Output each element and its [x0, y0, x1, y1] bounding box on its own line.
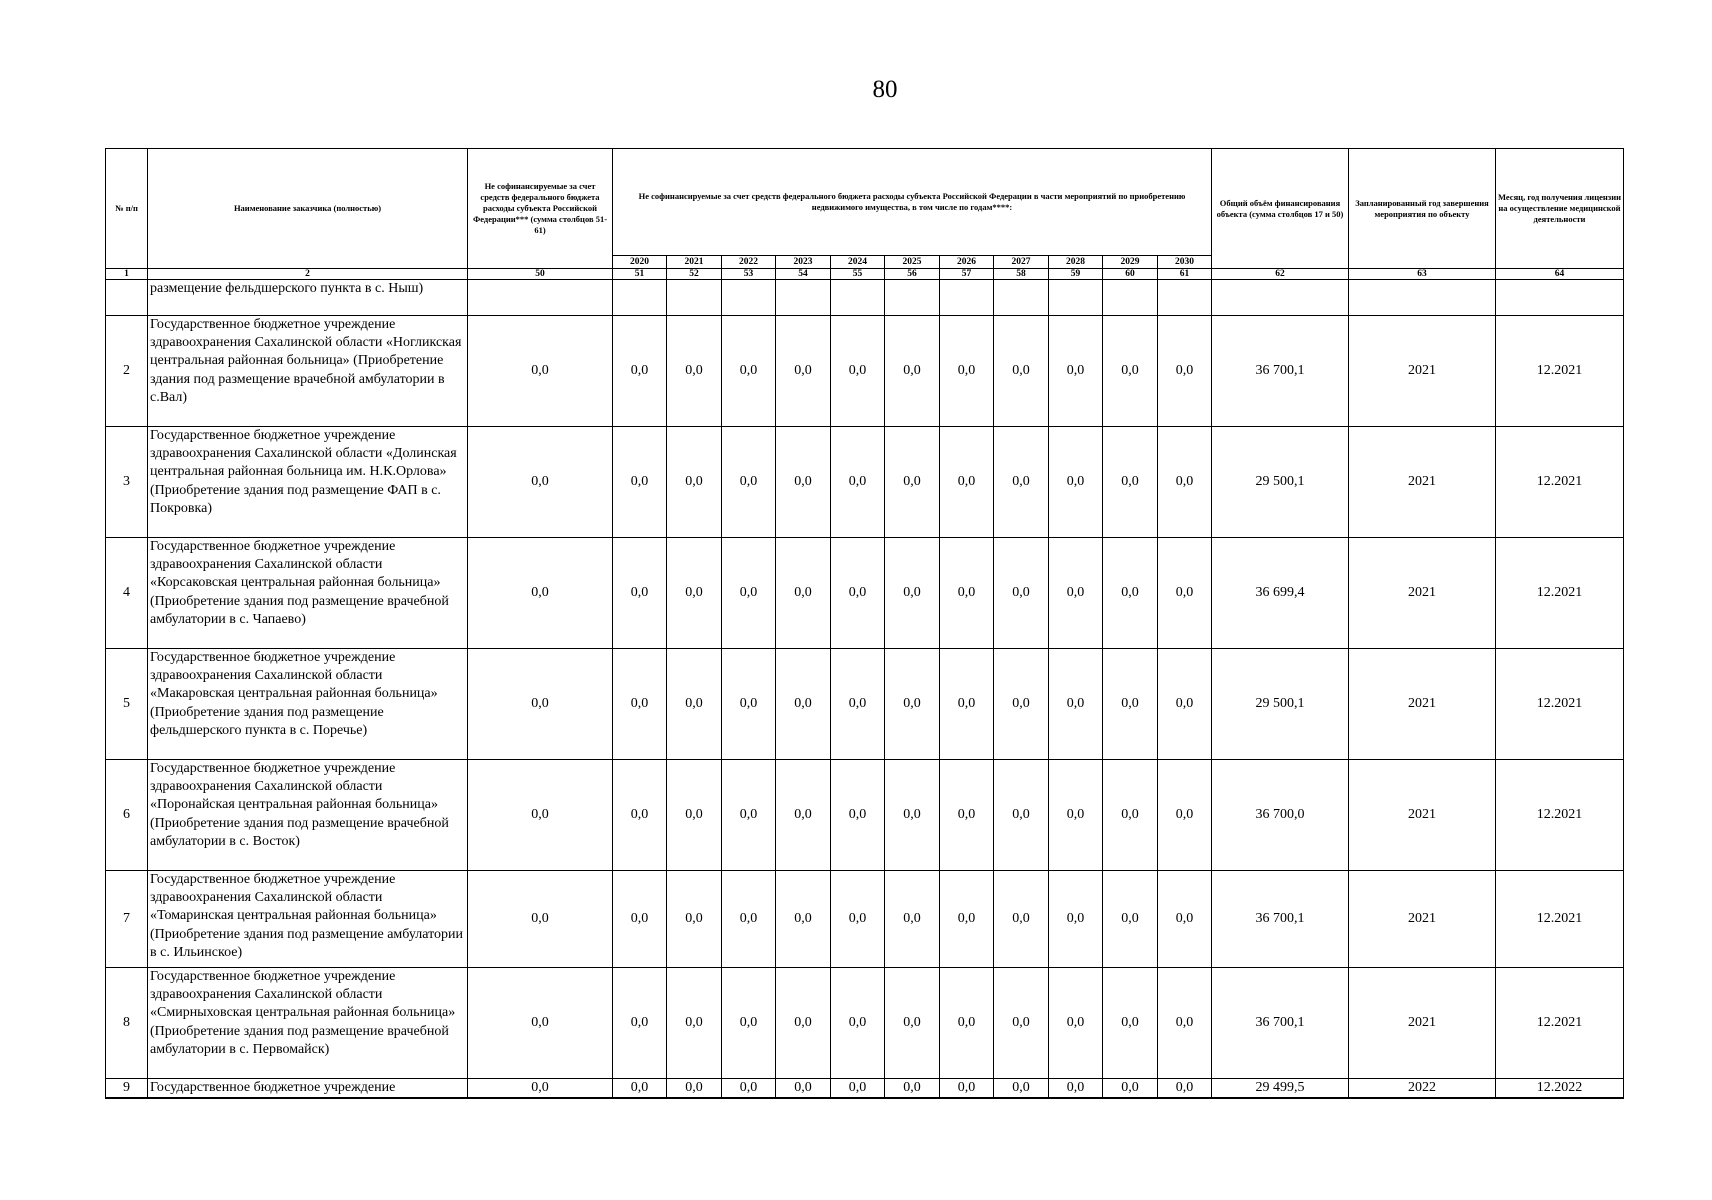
- year-value: 0,0: [885, 968, 940, 1079]
- year-value: 0,0: [722, 316, 776, 427]
- table-row: [106, 280, 1624, 316]
- year-value: 0,0: [1158, 538, 1212, 649]
- column-number: 63: [1349, 269, 1496, 280]
- year-value: 0,0: [1103, 538, 1158, 649]
- year-value: 0,0: [885, 760, 940, 871]
- year-value: 0,0: [1049, 316, 1103, 427]
- year-header: 2024: [831, 256, 885, 269]
- header-col-50: Не софинансируемые за счет средств федерального бюджета расходы субъекта Российской Федерации*** (сумма столбцов 51-61): [468, 149, 613, 269]
- customer-name: размещение фельдшерского пункта в с. Ныш): [148, 280, 468, 316]
- row-number: 3: [106, 427, 148, 538]
- sum-col-50: 0,0: [468, 316, 613, 427]
- year-value: [667, 280, 722, 316]
- planned-year: 2021: [1349, 538, 1496, 649]
- column-number: 1: [106, 269, 148, 280]
- year-value: 0,0: [994, 871, 1049, 968]
- column-number: 2: [148, 269, 468, 280]
- year-value: 0,0: [776, 649, 831, 760]
- total-financing: [1212, 280, 1349, 316]
- year-header: 2026: [940, 256, 994, 269]
- year-value: 0,0: [885, 649, 940, 760]
- sum-col-50: 0,0: [468, 427, 613, 538]
- total-financing: 36 700,0: [1212, 760, 1349, 871]
- year-value: 0,0: [940, 1079, 994, 1099]
- row-number: 8: [106, 968, 148, 1079]
- row-number: 4: [106, 538, 148, 649]
- year-value: 0,0: [722, 538, 776, 649]
- license-date: 12.2022: [1496, 1079, 1624, 1099]
- year-value: 0,0: [776, 427, 831, 538]
- row-number: 7: [106, 871, 148, 968]
- year-value: 0,0: [994, 316, 1049, 427]
- year-value: 0,0: [885, 538, 940, 649]
- year-value: 0,0: [994, 427, 1049, 538]
- year-value: 0,0: [885, 316, 940, 427]
- year-value: 0,0: [613, 760, 667, 871]
- header-customer-name: Наименование заказчика (полностью): [148, 149, 468, 269]
- planned-year: 2021: [1349, 871, 1496, 968]
- customer-name: Государственное бюджетное учреждение здравоохранения Сахалинской области «Ногликская центральная районная больница» (Приобретение здания под размещение врачебной амбулатории в с.Вал): [148, 316, 468, 427]
- year-header: 2025: [885, 256, 940, 269]
- page-number: 80: [872, 76, 898, 103]
- year-value: [1049, 280, 1103, 316]
- year-value: 0,0: [940, 968, 994, 1079]
- sum-col-50: 0,0: [468, 968, 613, 1079]
- column-number: 59: [1049, 269, 1103, 280]
- total-financing: 29 499,5: [1212, 1079, 1349, 1099]
- year-value: 0,0: [1049, 760, 1103, 871]
- table-row: [106, 538, 1624, 649]
- license-date: 12.2021: [1496, 871, 1624, 968]
- table-body: [106, 280, 1624, 1099]
- license-date: 12.2021: [1496, 760, 1624, 871]
- year-header: 2020: [613, 256, 667, 269]
- year-value: [885, 280, 940, 316]
- sum-col-50: 0,0: [468, 1079, 613, 1099]
- table-row: [106, 316, 1624, 427]
- year-value: 0,0: [940, 427, 994, 538]
- column-number: 50: [468, 269, 613, 280]
- customer-name: Государственное бюджетное учреждение здравоохранения Сахалинской области «Макаровская центральная районная больница» (Приобретение здания под размещение фельдшерского пункта в с. Поречье): [148, 649, 468, 760]
- sum-col-50: 0,0: [468, 871, 613, 968]
- year-value: 0,0: [613, 1079, 667, 1099]
- year-value: 0,0: [994, 1079, 1049, 1099]
- year-value: 0,0: [667, 649, 722, 760]
- year-value: 0,0: [831, 427, 885, 538]
- total-financing: 36 700,1: [1212, 968, 1349, 1079]
- license-date: 12.2021: [1496, 316, 1624, 427]
- sum-col-50: 0,0: [468, 760, 613, 871]
- column-number: 62: [1212, 269, 1349, 280]
- year-value: 0,0: [994, 649, 1049, 760]
- year-value: 0,0: [1158, 760, 1212, 871]
- year-value: 0,0: [831, 538, 885, 649]
- year-value: 0,0: [994, 760, 1049, 871]
- column-number: 64: [1496, 269, 1624, 280]
- sum-col-50: [468, 280, 613, 316]
- column-number: 61: [1158, 269, 1212, 280]
- year-value: 0,0: [722, 649, 776, 760]
- year-value: 0,0: [1049, 1079, 1103, 1099]
- column-number: 51: [613, 269, 667, 280]
- year-value: 0,0: [1158, 427, 1212, 538]
- license-date: 12.2021: [1496, 427, 1624, 538]
- year-value: 0,0: [940, 316, 994, 427]
- year-value: 0,0: [1158, 871, 1212, 968]
- year-value: 0,0: [1158, 649, 1212, 760]
- year-value: 0,0: [613, 427, 667, 538]
- customer-name: Государственное бюджетное учреждение здравоохранения Сахалинской области «Смирныховская центральная районная больница» (Приобретение здания под размещение врачебной амбулатории в с. Первомайск): [148, 968, 468, 1079]
- year-header: 2029: [1103, 256, 1158, 269]
- customer-name: Государственное бюджетное учреждение здравоохранения Сахалинской области «Поронайская центральная районная больница» (Приобретение здания под размещение врачебной амбулатории в с. Восток): [148, 760, 468, 871]
- sum-col-50: 0,0: [468, 649, 613, 760]
- year-value: 0,0: [831, 316, 885, 427]
- year-value: 0,0: [885, 1079, 940, 1099]
- year-value: 0,0: [1103, 1079, 1158, 1099]
- license-date: [1496, 280, 1624, 316]
- year-header: 2023: [776, 256, 831, 269]
- year-value: 0,0: [994, 538, 1049, 649]
- year-value: 0,0: [1049, 427, 1103, 538]
- year-value: [776, 280, 831, 316]
- total-financing: 29 500,1: [1212, 427, 1349, 538]
- planned-year: 2021: [1349, 649, 1496, 760]
- year-value: 0,0: [722, 1079, 776, 1099]
- table-row: [106, 427, 1624, 538]
- year-value: 0,0: [722, 871, 776, 968]
- table-row: [106, 649, 1624, 760]
- year-value: 0,0: [613, 538, 667, 649]
- header-year-group: Не софинансируемые за счет средств федерального бюджета расходы субъекта Российской Федерации в части мероприятий по приобретению недвижимого имущества, в том числе по годам****:: [613, 149, 1212, 256]
- header-license-date: Месяц, год получения лицензии на осуществление медицинской деятельности: [1496, 149, 1624, 269]
- customer-name: Государственное бюджетное учреждение здравоохранения Сахалинской области «Долинская центральная районная больница им. Н.К.Орлова» (Приобретение здания под размещение ФАП в с. Покровка): [148, 427, 468, 538]
- year-value: [831, 280, 885, 316]
- year-value: 0,0: [940, 649, 994, 760]
- year-value: 0,0: [613, 316, 667, 427]
- year-value: 0,0: [776, 1079, 831, 1099]
- year-value: 0,0: [776, 871, 831, 968]
- row-number: 5: [106, 649, 148, 760]
- year-value: 0,0: [1158, 1079, 1212, 1099]
- year-value: 0,0: [1158, 968, 1212, 1079]
- column-number: 55: [831, 269, 885, 280]
- year-value: 0,0: [940, 538, 994, 649]
- table-row: [106, 760, 1624, 871]
- total-financing: 29 500,1: [1212, 649, 1349, 760]
- total-financing: 36 699,4: [1212, 538, 1349, 649]
- table-row: [106, 871, 1624, 968]
- year-value: 0,0: [1103, 968, 1158, 1079]
- year-value: 0,0: [667, 871, 722, 968]
- license-date: 12.2021: [1496, 649, 1624, 760]
- year-header: 2027: [994, 256, 1049, 269]
- year-value: 0,0: [831, 649, 885, 760]
- total-financing: 36 700,1: [1212, 316, 1349, 427]
- column-number-row: [106, 269, 1624, 280]
- year-value: 0,0: [613, 968, 667, 1079]
- customer-name: Государственное бюджетное учреждение здравоохранения Сахалинской области «Корсаковская центральная районная больница» (Приобретение здания под размещение врачебной амбулатории в с. Чапаево): [148, 538, 468, 649]
- year-value: 0,0: [1103, 427, 1158, 538]
- year-value: 0,0: [667, 1079, 722, 1099]
- year-value: 0,0: [776, 538, 831, 649]
- customer-name: Государственное бюджетное учреждение: [148, 1079, 468, 1099]
- year-value: 0,0: [831, 760, 885, 871]
- planned-year: 2021: [1349, 427, 1496, 538]
- row-number: 6: [106, 760, 148, 871]
- year-value: 0,0: [667, 316, 722, 427]
- year-value: 0,0: [667, 538, 722, 649]
- year-value: 0,0: [722, 760, 776, 871]
- column-number: 57: [940, 269, 994, 280]
- planned-year: 2021: [1349, 760, 1496, 871]
- year-value: 0,0: [1103, 871, 1158, 968]
- year-value: [940, 280, 994, 316]
- license-date: 12.2021: [1496, 538, 1624, 649]
- column-number: 52: [667, 269, 722, 280]
- customer-name: Государственное бюджетное учреждение здравоохранения Сахалинской области «Томаринская центральная районная больница» (Приобретение здания под размещение амбулатории в с. Ильинское): [148, 871, 468, 968]
- year-value: 0,0: [613, 871, 667, 968]
- row-number: [106, 280, 148, 316]
- year-value: 0,0: [1049, 649, 1103, 760]
- column-number: 54: [776, 269, 831, 280]
- column-number: 56: [885, 269, 940, 280]
- year-value: 0,0: [776, 968, 831, 1079]
- year-value: 0,0: [1049, 968, 1103, 1079]
- header-total-financing: Общий объём финансирования объекта (сумма столбцов 17 и 50): [1212, 149, 1349, 269]
- table-row: [106, 1079, 1624, 1099]
- column-number: 60: [1103, 269, 1158, 280]
- year-value: [994, 280, 1049, 316]
- year-value: 0,0: [885, 427, 940, 538]
- header-planned-year: Запланированный год завершения мероприятия по объекту: [1349, 149, 1496, 269]
- year-value: [1158, 280, 1212, 316]
- year-header: 2028: [1049, 256, 1103, 269]
- year-value: 0,0: [1103, 760, 1158, 871]
- column-number: 58: [994, 269, 1049, 280]
- sum-col-50: 0,0: [468, 538, 613, 649]
- year-value: 0,0: [1103, 316, 1158, 427]
- year-value: 0,0: [776, 316, 831, 427]
- year-value: 0,0: [885, 871, 940, 968]
- column-number: 53: [722, 269, 776, 280]
- year-header: 2022: [722, 256, 776, 269]
- year-value: 0,0: [613, 649, 667, 760]
- year-value: 0,0: [1049, 871, 1103, 968]
- year-value: 0,0: [994, 968, 1049, 1079]
- year-header: 2021: [667, 256, 722, 269]
- year-value: 0,0: [831, 1079, 885, 1099]
- header-num: № п/п: [106, 149, 148, 269]
- year-value: [722, 280, 776, 316]
- year-value: 0,0: [940, 760, 994, 871]
- year-value: 0,0: [831, 871, 885, 968]
- year-value: 0,0: [667, 427, 722, 538]
- row-number: 2: [106, 316, 148, 427]
- year-value: [1103, 280, 1158, 316]
- total-financing: 36 700,1: [1212, 871, 1349, 968]
- table-row: [106, 968, 1624, 1079]
- year-value: 0,0: [1158, 316, 1212, 427]
- year-value: 0,0: [776, 760, 831, 871]
- planned-year: 2021: [1349, 316, 1496, 427]
- year-value: 0,0: [1103, 649, 1158, 760]
- year-value: 0,0: [722, 427, 776, 538]
- financing-table: [105, 148, 1624, 1099]
- license-date: 12.2021: [1496, 968, 1624, 1079]
- planned-year: [1349, 280, 1496, 316]
- year-value: 0,0: [722, 968, 776, 1079]
- year-header: 2030: [1158, 256, 1212, 269]
- planned-year: 2022: [1349, 1079, 1496, 1099]
- year-value: 0,0: [667, 968, 722, 1079]
- row-number: 9: [106, 1079, 148, 1099]
- year-value: 0,0: [1049, 538, 1103, 649]
- year-value: 0,0: [940, 871, 994, 968]
- planned-year: 2021: [1349, 968, 1496, 1079]
- year-value: 0,0: [667, 760, 722, 871]
- year-value: [613, 280, 667, 316]
- year-value: 0,0: [831, 968, 885, 1079]
